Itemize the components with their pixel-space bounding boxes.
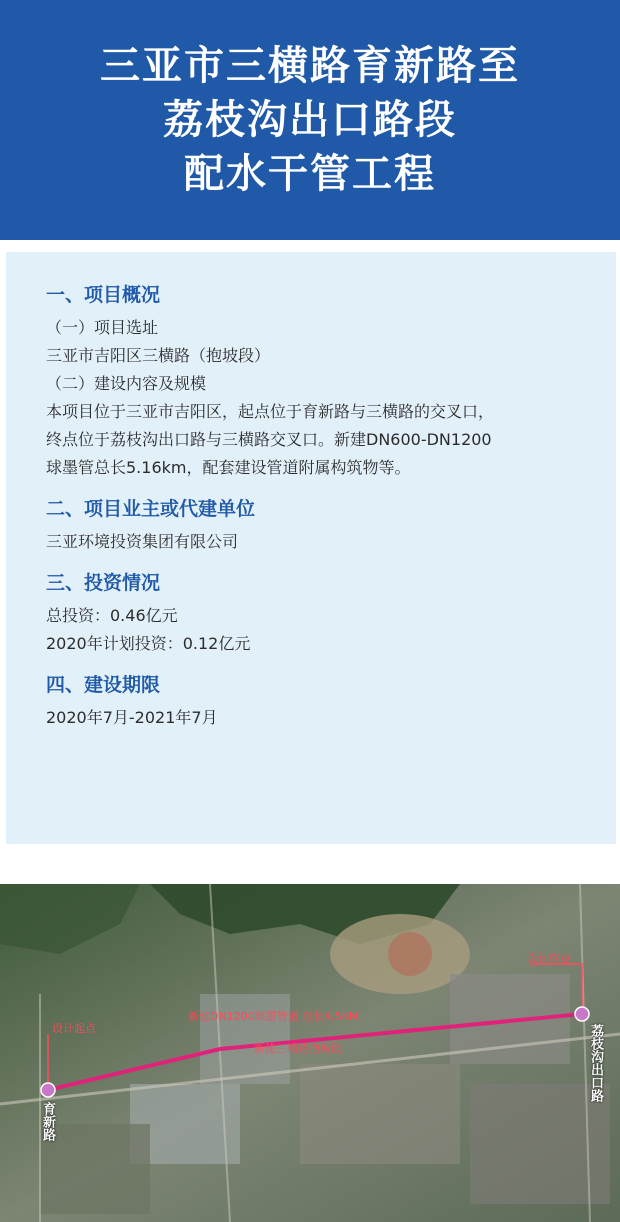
section-heading-owner: 二、项目业主或代建单位: [46, 498, 256, 520]
title-banner: [0, 0, 620, 240]
map-label-section: 新建三横路抱坡段: [254, 1042, 342, 1055]
section-period: [46, 672, 601, 732]
divider: [0, 240, 620, 252]
section-heading-investment: 三、投资情况: [46, 572, 161, 594]
section-heading-overview: 一、项目概况: [46, 284, 161, 306]
section-overview: [46, 282, 601, 482]
planned-investment: 2020年计划投资：0.12亿元: [46, 634, 251, 653]
total-investment: 总投资：0.46亿元: [46, 606, 178, 625]
scope-text-line-3: 球墨管总长5.16km，配套建设管道附属构筑物等。: [46, 458, 411, 477]
info-panel: [6, 252, 616, 844]
start-point: [41, 1083, 55, 1097]
subheading-scope: （二）建设内容及规模: [46, 374, 207, 393]
title-line-2: 荔枝沟出口路段: [163, 97, 457, 143]
subheading-location: （一）项目选址: [46, 318, 159, 337]
owner-text: 三亚环境投资集团有限公司: [46, 532, 239, 551]
title-line-1: 三亚市三横路育新路至: [100, 43, 520, 89]
end-point: [575, 1007, 589, 1021]
map-label-start: 设计起点: [52, 1022, 96, 1035]
period-text: 2020年7月-2021年7月: [46, 708, 218, 727]
map-label-pipe: 新建DN1200球墨管道 总长4.5KM: [188, 1010, 359, 1023]
section-investment: [46, 570, 601, 658]
road-label-lizhigou: 荔枝沟出口路: [588, 1024, 603, 1102]
location-text: 三亚市吉阳区三横路（抱坡段）: [46, 346, 271, 365]
map-label-end: 设计终点: [527, 952, 571, 965]
satellite-map: [0, 884, 620, 1222]
section-heading-period: 四、建设期限: [46, 674, 161, 696]
section-owner: [46, 496, 601, 556]
title-line-3: 配水干管工程: [184, 151, 436, 197]
scope-text-line-2: 终点位于荔枝沟出口路与三横路交叉口。新建DN600-DN1200: [46, 430, 492, 449]
road-label-yuxin: 育新路: [40, 1102, 55, 1141]
scope-text-line-1: 本项目位于三亚市吉阳区，起点位于育新路与三横路的交叉口，: [46, 402, 495, 421]
